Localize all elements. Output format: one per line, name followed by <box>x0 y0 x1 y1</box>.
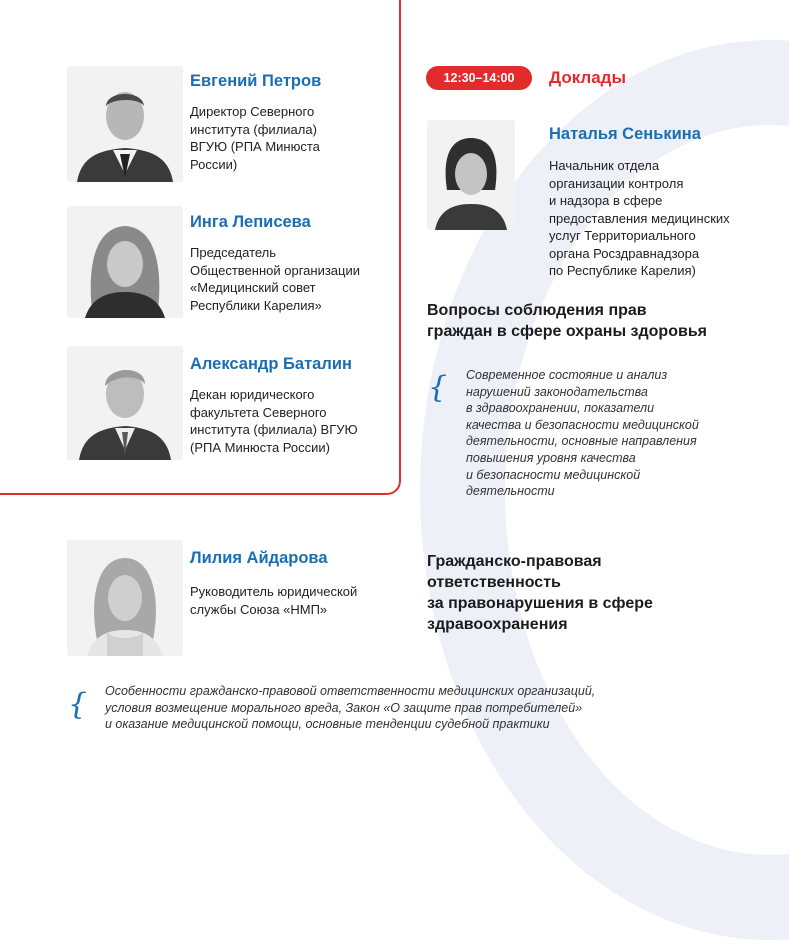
bottom-topic-details: Особенности гражданско-правовой ответственности медицинских организаций, условия возмещение морального вреда, Закон «О защите прав потребителей» и оказание медицинской помощи, основные тенденции судебной практики <box>105 684 596 732</box>
speaker-photo-batalin <box>67 346 183 460</box>
brace-icon: { <box>68 687 88 722</box>
bottom-topic: Гражданско-правовая ответственность за правонарушения в сфере здравоохранения <box>427 553 653 633</box>
speaker-desc-lepiseva: Председатель Общественной организации «Медицинский совет Республики Карелия» <box>190 245 360 313</box>
portrait-woman-blonde-icon <box>67 206 183 318</box>
portrait-man-suit-icon <box>67 346 183 460</box>
portrait-man-uniform-icon <box>67 66 183 182</box>
session-topic: Вопросы соблюдения прав граждан в сфере охраны здоровья <box>427 302 707 340</box>
portrait-woman-blonde-2-icon <box>67 540 183 656</box>
speaker-name-aydarova: Лилия Айдарова <box>190 549 328 567</box>
speaker-desc-senkina: Начальник отдела организации контроля и надзора в сфере предоставления медицинских услуг Территориального органа Росздравнадзора по Республике Карелия) <box>549 158 730 278</box>
session-topic-details: Современное состояние и анализ нарушений законодательства в здравоохранении, показатели качества и безопасности медицинской деятельности, основные направления повышения уровня качества и безопасности медицинской деятельности <box>466 368 699 499</box>
brace-icon: { <box>428 370 448 405</box>
speaker-photo-lepiseva <box>67 206 183 318</box>
portrait-woman-dark-icon <box>427 120 515 230</box>
speaker-name-senkina: Наталья Сенькина <box>549 125 701 143</box>
speaker-photo-aydarova <box>67 540 183 656</box>
speaker-name-petrov: Евгений Петров <box>190 72 322 90</box>
speaker-photo-senkina <box>427 120 515 230</box>
speaker-name-batalin: Александр Баталин <box>190 355 352 373</box>
session-title: Доклады <box>549 68 626 87</box>
speaker-desc-aydarova: Руководитель юридической службы Союза «НМП» <box>190 584 358 617</box>
speaker-desc-petrov: Директор Северного института (филиала) ВГУЮ (РПА Минюста России) <box>190 104 320 172</box>
speaker-desc-batalin: Декан юридического факультета Северного института (филиала) ВГУЮ (РПА Минюста России) <box>190 387 358 455</box>
speaker-photo-petrov <box>67 66 183 182</box>
session-time-badge: 12:30–14:00 <box>426 66 532 90</box>
speaker-name-lepiseva: Инга Леписева <box>190 213 311 231</box>
